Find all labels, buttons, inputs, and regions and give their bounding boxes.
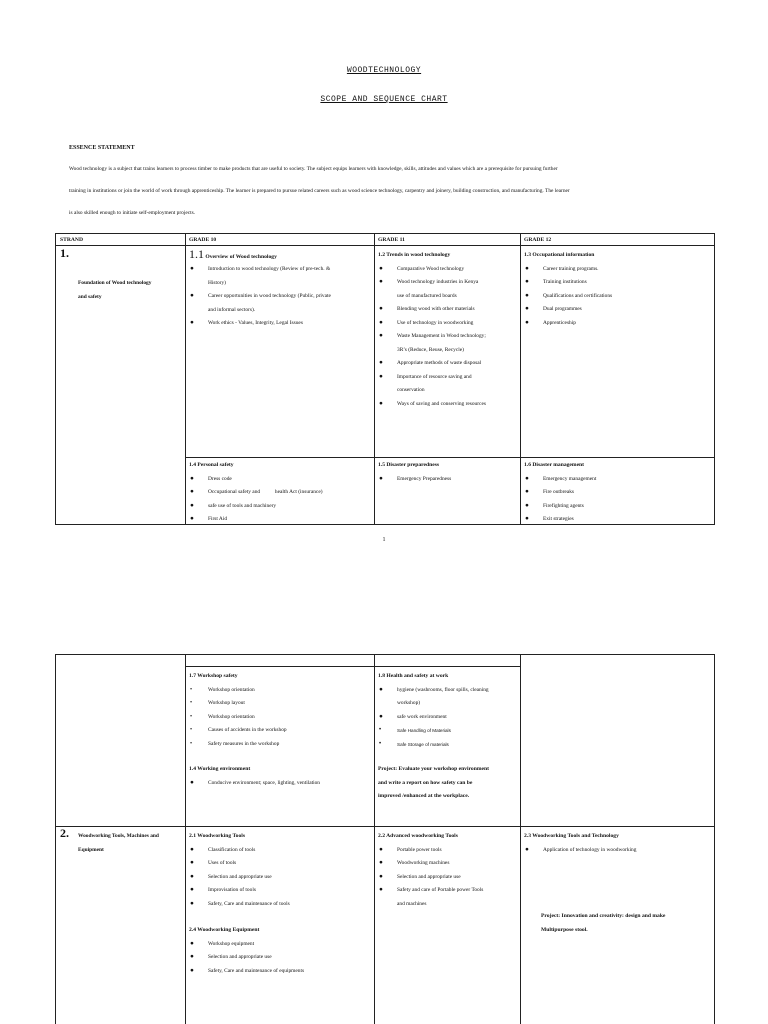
list-item: ● Fire outbreaks bbox=[524, 486, 596, 500]
grade11-trends-section bbox=[378, 249, 486, 411]
list-item: ● Emergency Preparedness bbox=[378, 473, 451, 487]
strand-2-number: 2. bbox=[60, 826, 69, 840]
section-1-8-title: 1.8 Health and safety at work bbox=[378, 673, 449, 679]
list-item: ● Appropriate methods of waste disposal bbox=[378, 357, 486, 371]
list-item: ● Dress code bbox=[189, 473, 323, 487]
list-item: • Workshop orientation bbox=[189, 684, 287, 698]
grade10-working-environment-section bbox=[189, 763, 320, 790]
section-1-4-title: 1.4 Personal safety bbox=[189, 462, 234, 468]
header-grade-11: GRADE 11 bbox=[378, 237, 405, 243]
project-line: Project: Innovation and creativity: design and make bbox=[541, 913, 666, 919]
grade11-health-safety-section bbox=[378, 670, 489, 751]
list-item: ● Uses of tools bbox=[189, 857, 290, 871]
list-item: ● Importance of resource saving and bbox=[378, 371, 486, 385]
list-item: ● Dual programmes bbox=[524, 303, 612, 317]
grade12-project bbox=[541, 910, 665, 937]
essence-heading: ESSENCE STATEMENT bbox=[69, 145, 135, 151]
list-item-continued: and machines bbox=[397, 900, 427, 907]
list-item: ● safe work environment bbox=[378, 711, 489, 725]
list-item: use of manufactured boards bbox=[397, 292, 457, 299]
grade12-tools-technology-section bbox=[524, 830, 636, 857]
list-item-continued: and informal sectors). bbox=[208, 306, 256, 313]
list-item: ● Improvisation of tools bbox=[189, 884, 290, 898]
list-item: • Safe Handling of Materials bbox=[378, 724, 489, 738]
list-item: ● Exit strategies bbox=[524, 513, 596, 527]
section-1-1-title: Overview of Wood technology bbox=[205, 254, 277, 260]
section-1-4-working-environment-title: 1.4 Working environment bbox=[189, 766, 251, 772]
section-1-2-title: 1.2 Trends in wood technology bbox=[378, 252, 451, 258]
list-item: ● Classification of tools bbox=[189, 844, 290, 858]
essence-line-3: is also skilled enough to initiate self-employment projects. bbox=[69, 210, 196, 216]
grade10-overview-list bbox=[189, 263, 331, 331]
strand-1-name-line-2: and safety bbox=[78, 294, 102, 300]
page-number: 1 bbox=[382, 537, 386, 543]
project-line: and write a report on how safety can be bbox=[378, 779, 473, 786]
list-item: ● Waste Management in Wood technology; bbox=[378, 330, 486, 344]
list-item: ● Career opportunities in wood technology (Public, private bbox=[189, 290, 331, 304]
grade10-workshop-safety-section bbox=[189, 670, 287, 751]
document-subtitle: SCOPE AND SEQUENCE CHART bbox=[320, 95, 448, 104]
strand-1-number: 1. bbox=[60, 246, 69, 260]
list-item: ● Firefighting agents bbox=[524, 500, 596, 514]
list-item: • Workshop orientation bbox=[189, 711, 287, 725]
list-item: ● Safety and care of Portable power Tools bbox=[378, 884, 483, 898]
list-item: ● Portable power tools bbox=[378, 844, 483, 858]
header-grade-12: GRADE 12 bbox=[524, 237, 552, 243]
list-item: ● Apprenticeship bbox=[524, 317, 612, 331]
strand-2-name-line-1: Woodworking Tools, Machines and bbox=[78, 833, 159, 839]
list-item-continued: History) bbox=[208, 279, 226, 286]
list-item: ● Safety, Care and maintenance of equipments bbox=[189, 965, 304, 979]
document-title: WOODTECHNOLOGY bbox=[346, 66, 422, 75]
list-item: ● Comparative Wood technology bbox=[378, 263, 486, 277]
section-2-4-title: 2.4 Woodworking Equipment bbox=[189, 927, 260, 933]
section-1-7-title: 1.7 Workshop safety bbox=[189, 673, 238, 679]
list-item: ● First Aid bbox=[189, 513, 323, 527]
list-item: • Safe Storage of materials bbox=[378, 738, 489, 752]
section-2-2-title: 2.2 Advanced woodworking Tools bbox=[378, 833, 458, 839]
strand-1-name-line-1: Foundation of Wood technology bbox=[78, 280, 152, 286]
list-item: ● safe use of tools and machinery bbox=[189, 500, 323, 514]
list-item: ● Blending wood with other materials bbox=[378, 303, 486, 317]
header-grade-10: GRADE 10 bbox=[189, 237, 217, 243]
essence-line-2: training in institutions or join the world of work through apprenticeship. The learner is prepared to pursue related careers such as wood science technology, carpentry and joinery, building construction, and manufacturing. The learner bbox=[69, 188, 570, 194]
project-line: Multipurpose stool. bbox=[541, 926, 588, 933]
list-item: ● Woodworking machines bbox=[378, 857, 483, 871]
list-item-continued: 3R’s (Reduce, Reuse, Recycle) bbox=[397, 346, 464, 353]
section-1-5-title: 1.5 Disaster preparedness bbox=[378, 462, 440, 468]
grade11-disaster-preparedness-section bbox=[378, 459, 451, 486]
list-item: ● Conducive environment; space, lighting, ventilation bbox=[189, 777, 320, 791]
list-item: ● Workshop equipment bbox=[189, 938, 304, 952]
section-1-6-title: 1.6 Disaster management bbox=[524, 462, 585, 468]
list-item: ● Career training programs. bbox=[524, 263, 612, 277]
section-2-3-title: 2.3 Woodworking Tools and Technology bbox=[524, 833, 619, 839]
grade11-project bbox=[378, 763, 489, 804]
list-item: ● Selection and appropriate use bbox=[189, 871, 290, 885]
list-item: ● Occupational safety and health Act (insurance) bbox=[189, 486, 323, 500]
section-2-1-title: 2.1 Woodworking Tools bbox=[189, 833, 246, 839]
list-item: ● Wood technology industries in Kenya bbox=[378, 276, 486, 290]
list-item: ● Qualifications and certifications bbox=[524, 290, 612, 304]
grade10-woodworking-equipment-section bbox=[189, 924, 304, 978]
list-item: ● Introduction to wood technology (Review of pre-tech. & bbox=[189, 263, 331, 277]
essence-line-1: Wood technology is a subject that trains learners to process timber to make products that are useful to society. The subject equips learners with knowledge, skills, attitudes and values which are a prerequisite for pursuing further bbox=[69, 166, 558, 172]
list-item: ● hygiene (washrooms, floor spills, cleaning bbox=[378, 684, 489, 698]
grade10-woodworking-tools-section bbox=[189, 830, 290, 911]
list-item: ● Application of technology in woodworking bbox=[524, 844, 636, 858]
grade12-disaster-management-section bbox=[524, 459, 596, 527]
grade10-personal-safety-section bbox=[189, 459, 323, 527]
list-item: ● Emergency management bbox=[524, 473, 596, 487]
project-line: Project: Evaluate your workshop environment bbox=[378, 766, 489, 772]
grade11-advanced-tools-section bbox=[378, 830, 483, 911]
strand-2-name-line-2: Equipment bbox=[78, 847, 104, 853]
list-item: ● Work ethics - Values, Integrity, Legal Issues bbox=[189, 317, 331, 331]
list-item: • Safety measures in the workshop bbox=[189, 738, 287, 752]
project-line: improved /enhanced at the workplace. bbox=[378, 793, 470, 799]
list-item: ● Training institutions bbox=[524, 276, 612, 290]
section-1-3-title: 1.3 Occupational information bbox=[524, 252, 595, 258]
header-strand: STRAND bbox=[60, 237, 84, 243]
grade12-occupational-section bbox=[524, 249, 612, 330]
list-item: • Workshop layout bbox=[189, 697, 287, 711]
list-item-continued: workshop) bbox=[397, 700, 421, 706]
list-item: ● Safety, Care and maintenance of tools bbox=[189, 898, 290, 912]
list-item: • Causes of accidents in the workshop bbox=[189, 724, 287, 738]
list-item: ● Selection and appropriate use bbox=[378, 871, 483, 885]
section-1-1-number: 1.1 bbox=[189, 247, 204, 261]
list-item-continued: conservation bbox=[397, 387, 425, 393]
list-item: ● Selection and appropriate use bbox=[189, 951, 304, 965]
list-item: ● Ways of saving and conserving resources bbox=[378, 398, 486, 412]
list-item: ● Use of technology in woodworking bbox=[378, 317, 486, 331]
